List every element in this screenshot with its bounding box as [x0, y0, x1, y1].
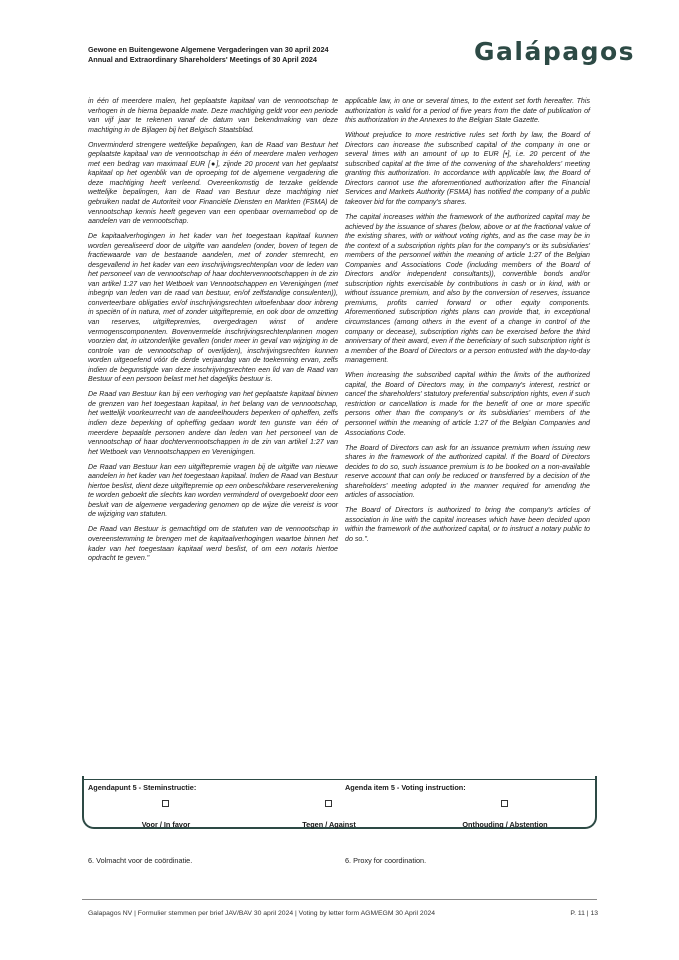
footer-text: Galapagos NV | Formulier stemmen per brief JAV/BAV 30 april 2024 | Voting by letter form AGM/EGM 30 April 2024 — [88, 910, 436, 917]
agenda-item-6-dutch: 6. Volmacht voor de coördinatie. — [88, 856, 193, 865]
english-text-column — [345, 97, 590, 550]
paragraph: Onverminderd strengere wettelijke bepalingen, kan de Raad van Bestuur het geplaatste kapitaal van de vennootschap in één of meerdere malen verhogen met een bedrag van maximaal EUR [●], zijnde 20 procent van het geplaatst kapitaal op het ogenblik van de oproeping tot de algemene vergadering die deze machtiging heeft verleend. Overeenkomstig de terzake geldende wettelijke bepalingen, kan de Raad van Bestuur deze machtiging niet gebruiken nadat de Autoriteit voor Financiële Diensten en Markten (FSMA) de vennootschap kennis heeft gegeven van een openbaar overnamebod op de aandelen van de vennootschap. — [88, 140, 338, 226]
vote-abstention-label: Onthouding / Abstention — [462, 820, 548, 829]
vote-title-dutch: Agendapunt 5 - Steminstructie: — [88, 783, 197, 792]
footer-divider — [82, 899, 597, 900]
vote-abstention-checkbox[interactable] — [501, 800, 508, 807]
paragraph: The Board of Directors can ask for an issuance premium when issuing new shares in the framework of the authorized capital. If the Board of Directors decides to do so, such issuance premium is to be booked on a non-available reserve account that can only be reduced or transferred by a decision of the shareholders' meeting adopted in the manner required for amending the articles of association. — [345, 443, 590, 500]
vote-against-label: Tegen / Against — [302, 820, 356, 829]
paragraph: in één of meerdere malen, het geplaatste kapitaal van de vennootschap te verhogen in de hierna bepaalde mate. Deze machtiging geldt voor een periode van vijf jaar te rekenen vanaf de datum van bekendmaking van deze machtiging in de Bijlagen bij het Belgisch Staatsblad. — [88, 97, 338, 134]
vote-in-favor-checkbox[interactable] — [162, 800, 169, 807]
dutch-text-column — [88, 97, 338, 569]
paragraph: De kapitaalverhogingen in het kader van het toegestaan kapitaal kunnen worden gerealiseerd door de uitgifte van aandelen (onder, boven of tegen de fractiewaarde van de bestaande aandelen, met of zonder stemrecht, en desgevallend in het kader van een inschrijvingsrechtenplan voor de leden van het personeel van de vennootschap of haar dochtervennootschappen in de zin van artikel 1:27 van het Wetboek van Vennootschappen en Verenigingen (met inbegrip van leden van de raad van bestuur, en/of zelfstandige consulenten)), converteerbare obligaties en/of inschrijvingsrechten uitoefenbaar door inbreng in speciën of in natura, met of zonder uitgiftepremie, en ook door de omzetting van reserves, uitgiftepremies, overgedragen winst of andere vermogenscomponenten. Bovenvermelde inschrijvingsrechtenplannen mogen voorzien dat, in uitzonderlijke gevallen (onder meer in geval van wijziging in de controle van de vennootschap of overlijden), inschrijvingsrechten kunnen worden uitgeoefend vóór de derde verjaardag van de toekenning ervan, zelfs indien de begunstigde van deze inschrijvingsrechten een lid van de Raad van Bestuur of een persoon belast met het dagelijks bestuur is. — [88, 232, 338, 384]
agenda-item-6-english: 6. Proxy for coordination. — [345, 856, 427, 865]
header-title-english: Annual and Extraordinary Shareholders' Meetings of 30 April 2024 — [88, 55, 317, 64]
paragraph: The Board of Directors is authorized to bring the company's articles of association in line with the capital increases which have been decided upon within the framework of the authorized capital, or to instruct a notary public to do so.". — [345, 506, 590, 544]
vote-against-checkbox[interactable] — [325, 800, 332, 807]
vote-title-english: Agenda item 5 - Voting instruction: — [345, 783, 466, 792]
document-header-title — [88, 45, 329, 65]
paragraph: applicable law, in one or several times, to the extent set forth hereafter. This authorization is valid for a period of five years from the date of publication of this authorization in the Annexes to the Belgian State Gazette. — [345, 97, 590, 125]
paragraph: De Raad van Bestuur is gemachtigd om de statuten van de vennootschap in overeenstemming te brengen met de kapitaalverhogingen waartoe binnen het kader van het toegestaan kapitaal werd beslist, of om een notaris hiertoe opdracht te geven." — [88, 525, 338, 563]
paragraph: The capital increases within the framework of the authorized capital may be achieved by the issuance of shares (below, above or at the fractional value of the existing shares, with or without voting rights, and as the case may be in the context of a subscription rights plan for the company's or its subsidiaries' members of the personnel within the meaning of article 1:27 of the Belgian Companies and Associations Code (including members of the Board of Directors and/or independent consultants)), convertible bonds and/or subscription rights exercisable by contributions in cash or in kind, with or without issuance premium, and also by the conversion of reserves, issuance premiums, profits carried forward or other equity components. Aforementioned subscription rights plans can provide that, in exceptional circumstances (among others in the event of a change in control of the company or decease), subscription rights can be exercised before the third anniversary of their award, even if the beneficiary of such subscription right is a member of the Board of Directors or a person entrusted with the day-to-day management. — [345, 213, 590, 365]
paragraph: Without prejudice to more restrictive rules set forth by law, the Board of Directors can increase the subscribed capital of the company in one or several times with an amount of up to EUR [•], i.e. 20 percent of the subscribed capital at the time of the convening of the shareholders' meeting granting this authorization. In accordance with applicable law, the Board of Directors cannot use the aforementioned authorization after the Financial Services and Markets Authority (FSMA) has notified the company of a public takeover bid for the company's shares. — [345, 131, 590, 206]
galapagos-logo: Galápagos — [474, 37, 636, 66]
header-title-dutch: Gewone en Buitengewone Algemene Vergaderingen van 30 april 2024 — [88, 45, 329, 54]
paragraph: De Raad van Bestuur kan een uitgiftepremie vragen bij de uitgifte van nieuwe aandelen in het kader van het toegestaan kapitaal. Indien de Raad van Bestuur hiertoe beslist, dient deze uitgiftepremie op een onbeschikbare reserverekening te worden geboekt die slechts kan worden verminderd of overgeboekt door een besluit van de algemene vergadering genomen op de wijze die vereist is voor de wijziging van statuten. — [88, 462, 338, 519]
paragraph: De Raad van Bestuur kan bij een verhoging van het geplaatste kapitaal binnen de grenzen van het toegestaan kapitaal, in het belang van de vennootschap, het wettelijk voorkeurrecht van de aandeelhouders beperken of opheffen, zelfs indien deze beperking of opheffing gedaan wordt ten gunste van één of meerdere bepaalde personen andere dan leden van het personeel van de vennootschap of haar dochtervennootschappen in de zin van artikel 1:27 van het Wetboek van Vennootschappen en Verenigingen. — [88, 390, 338, 456]
page-number: P. 11 | 13 — [570, 910, 598, 917]
vote-in-favor-label: Voor / In favor — [141, 820, 191, 829]
paragraph: When increasing the subscribed capital within the limits of the authorized capital, the Board of Directors may, in the company's interest, restrict or cancel the shareholders' statutory preferential subscription rights, even if such restriction or cancellation is made for the benefit of one or more specific persons other than the company's or its subsidiaries' members of the personnel within the meaning of article 1:27 of the Belgian Companies and Associations Code. — [345, 371, 590, 437]
